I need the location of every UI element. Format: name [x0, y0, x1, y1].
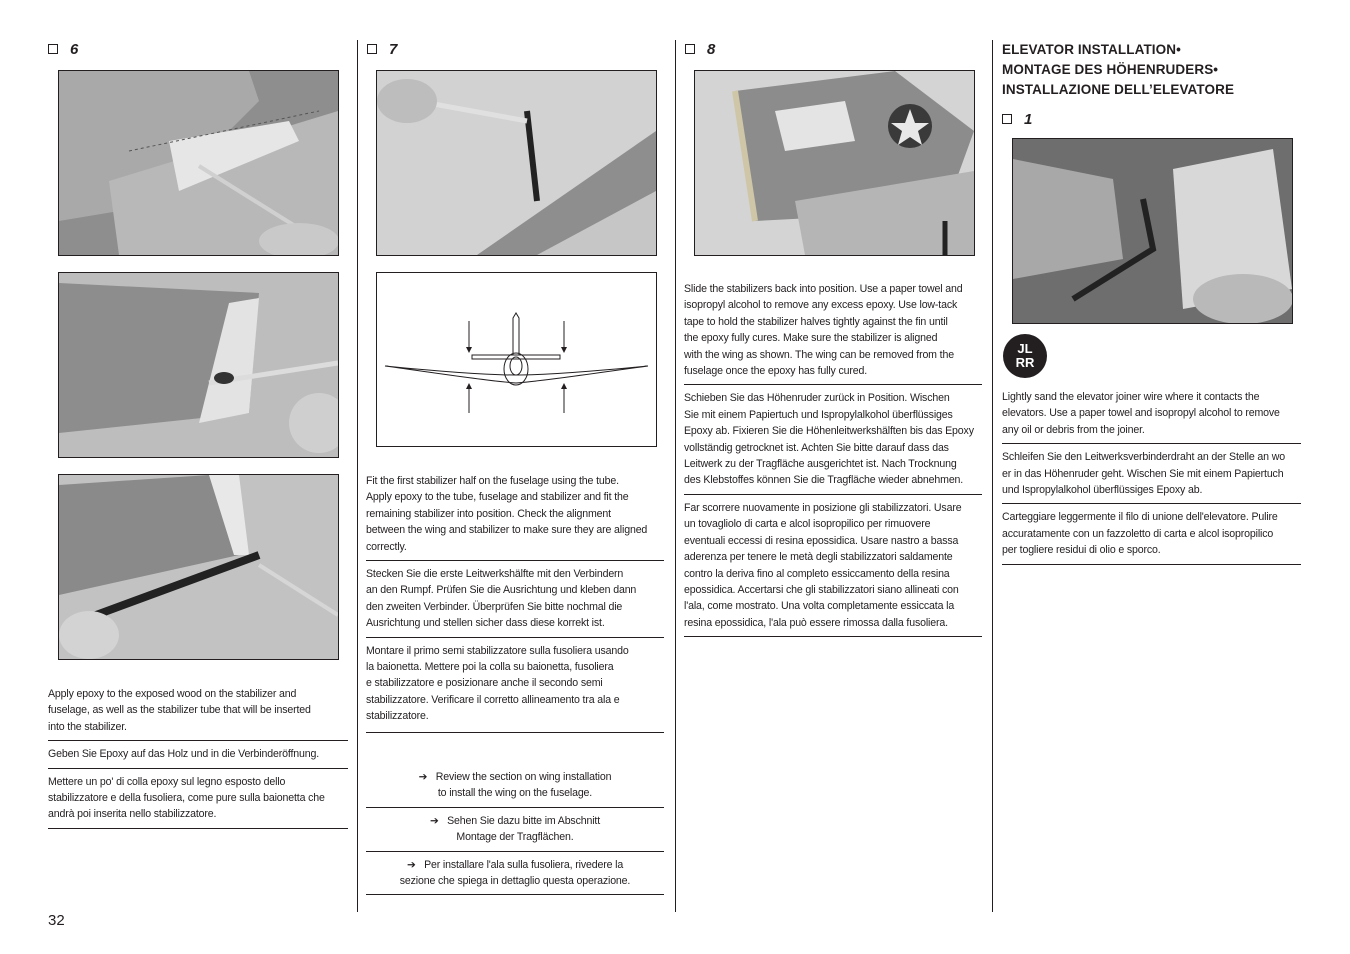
arrow-right-icon: ➔: [406, 858, 416, 871]
note-de: ➔ Sehen Sie dazu bitte im Abschnitt Montage der Tragflächen.: [366, 813, 664, 852]
text-it: Mettere un po' di colla epoxy sul legno esposto dello stabilizzatore e della fusoliera, come pure sulla baionetta che andrà poi inserita nello stabilizzatore.: [48, 774, 348, 829]
step-7-text: [366, 473, 664, 738]
text-de: Schleifen Sie den Leitwerksverbinderdraht an der Stelle an wo er in das Höhenruder geht. Wischen Sie mit einem Papiertuch und Ispropylalkohol überflüssiges Epoxy ab.: [1002, 449, 1301, 504]
column-divider: [357, 40, 358, 912]
checkbox-icon[interactable]: [685, 44, 695, 54]
photo-stabilizer-taped: [694, 70, 975, 256]
step-number: 8: [707, 40, 716, 58]
step-6-text: [48, 686, 348, 834]
checkbox-icon[interactable]: [367, 44, 377, 54]
step-number: 1: [1024, 110, 1033, 128]
step-7-header: [367, 40, 397, 58]
photo-stabilizer-epoxy: [58, 70, 339, 256]
text-de: Stecken Sie die erste Leitwerkshälfte mit den Verbindern an den Rumpf. Prüfen Sie die Ausrichtung und kleben dann den zweiten Verbinder. Überprüfen Sie bitte nochmal die Ausrichtung und stellen sicher dass diese korrekt ist.: [366, 566, 664, 638]
photo-fit-stabilizer: [376, 70, 657, 256]
diagram-wing-stabilizer-alignment: [376, 272, 657, 447]
column-divider: [675, 40, 676, 912]
elevator-section: [1002, 40, 1302, 128]
text-it: Carteggiare leggermente il filo di unione dell'elevatore. Pulire accuratamente con un fazzoletto di carta e alcol isopropilico per togliere residui di olio e sporco.: [1002, 509, 1301, 564]
photo-stabilizer-wood-epoxy: [58, 474, 339, 660]
logo-top: JL: [1017, 341, 1033, 356]
section-heading: ELEVATOR INSTALLATION• MONTAGE DES HÖHENRUDERS• INSTALLAZIONE DELL’ELEVATORE: [1002, 42, 1235, 97]
photo-stabilizer-tube-epoxy: [58, 272, 339, 458]
difficulty-logo-icon: [1003, 334, 1047, 378]
step-6-header: [48, 40, 78, 58]
wing-installation-notes: [366, 769, 664, 900]
text-en: Slide the stabilizers back into position. Use a paper towel and isopropyl alcohol to remove any excess epoxy. Use low-tack tape to hold the stabilizer halves tightly against the fin until the epoxy fully cures. Make sure the stabilizer is aligned with the wing as shown. The wing can be removed from the fuselage once the epoxy has fully cured.: [684, 281, 982, 385]
text-en: Apply epoxy to the exposed wood on the stabilizer and fuselage, as well as the stabilizer tube that will be inserted into the stabilizer.: [48, 686, 348, 741]
photo-sand-joiner-wire: [1012, 138, 1293, 324]
checkbox-icon[interactable]: [1002, 114, 1012, 124]
checkbox-icon[interactable]: [48, 44, 58, 54]
page-number: 32: [48, 912, 65, 929]
column-divider: [992, 40, 993, 912]
text-it: Montare il primo semi stabilizzatore sulla fusoliera usando la baionetta. Mettere poi la colla su baionetta, fusoliera e stabilizzatore e posizionare anche il secondo semi stabilizzatore. Verificare il corretto allineamento tra ala e stabilizzatore.: [366, 643, 664, 733]
step-number: 7: [389, 40, 398, 58]
text-en: Fit the first stabilizer half on the fuselage using the tube. Apply epoxy to the tube, fuselage and stabilizer and fit the remaining stabilizer into position. Check the alignment between the wing and stabilizer to make sure they are aligned correctly.: [366, 473, 664, 561]
logo-bottom: RR: [1015, 355, 1035, 370]
arrow-right-icon: ➔: [430, 814, 439, 827]
text-de: Geben Sie Epoxy auf das Holz und in die Verbinderöffnung.: [48, 746, 348, 768]
note-it: ➔ Per installare l'ala sulla fusoliera, rivedere la sezione che spiega in dettaglio questa operazione.: [366, 857, 664, 896]
text-de: Schieben Sie das Höhenruder zurück in Position. Wischen Sie mit einem Papiertuch und Ispropylalkohol überflüssiges Epoxy ab. Fixieren Sie die Höhenleitwerkshälften bis das Epoxy vollständig getrocknet ist. Achten Sie bitte darauf dass das Leitwerk zu der Tragfläche ausgerichtet ist. Nach Trocknung des Klebstoffes können Sie die Tragfläche wieder abnehmen.: [684, 390, 982, 494]
text-it: Far scorrere nuovamente in posizione gli stabilizzatori. Usare un tovagliolo di carta e alcol isopropilico per rimuovere eventuali eccessi di resina epossidica. Usare nastro a bassa aderenza per tenere le metà degli stabilizzatori saldamente contro la deriva fino al completo essiccamento della resina epossidica. Accertarsi che gli stabilizzatori siano allineati con l'ala, come mostrato. Una volta completamente essiccata la resina epossidica, l'ala può essere rimossa dalla fusoliera.: [684, 500, 982, 637]
arrow-right-icon: ➔: [418, 771, 428, 783]
elevator-step-1-text: [1002, 389, 1301, 570]
step-number: 6: [70, 40, 79, 58]
note-en: ➔ Review the section on wing installation to install the wing on the fuselage.: [366, 769, 664, 808]
text-en: Lightly sand the elevator joiner wire where it contacts the elevators. Use a paper towel and isopropyl alcohol to remove any oil or debris from the joiner.: [1002, 389, 1301, 444]
step-8-header: [685, 40, 715, 58]
step-8-text: [684, 281, 982, 642]
